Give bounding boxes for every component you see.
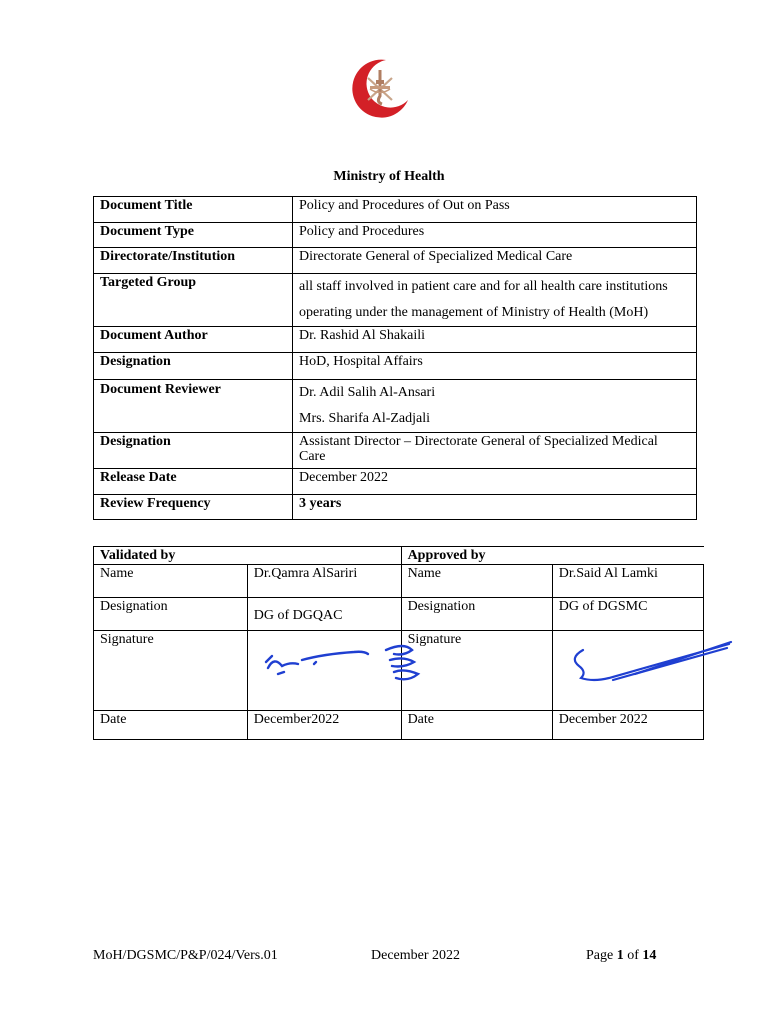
validator-date: December2022 <box>247 711 401 740</box>
approved-by-header: Approved by <box>401 547 703 565</box>
reviewer-designation-line: Care <box>299 449 326 464</box>
name-label: Name <box>401 565 552 598</box>
footer-doc-code: MoH/DGSMC/P&P/024/Vers.01 <box>93 948 278 963</box>
table-row <box>94 547 704 565</box>
table-row <box>94 631 704 711</box>
reviewer-designation-value <box>293 433 697 469</box>
approver-signature <box>552 631 703 711</box>
approver-date: December 2022 <box>552 711 703 740</box>
validated-by-header: Validated by <box>94 547 402 565</box>
designation-label: Designation <box>94 598 248 631</box>
name-label: Name <box>94 565 248 598</box>
targeted-group-value <box>293 274 697 327</box>
table-row <box>94 327 697 353</box>
author-value: Dr. Rashid Al Shakaili <box>293 327 697 353</box>
document-info-table <box>93 196 697 520</box>
field-label: Targeted Group <box>94 274 293 327</box>
ministry-title: Ministry of Health <box>333 169 445 184</box>
author-designation-value: HoD, Hospital Affairs <box>293 353 697 380</box>
release-date-value: December 2022 <box>293 469 697 495</box>
reviewer-line: Dr. Adil Salih Al-Ansari <box>299 385 436 400</box>
approver-name: Dr.Said Al Lamki <box>552 565 703 598</box>
field-label: Document Type <box>94 223 293 248</box>
table-row <box>94 469 697 495</box>
field-label: Review Frequency <box>94 495 293 520</box>
validator-designation-text: DG of DGQAC <box>253 608 343 623</box>
signature-label: Signature <box>94 631 248 711</box>
field-label: Release Date <box>94 469 293 495</box>
date-label: Date <box>401 711 552 740</box>
review-frequency-value: 3 years <box>293 495 697 520</box>
validator-signature <box>247 631 401 711</box>
signature-label: Signature <box>401 631 552 711</box>
page-prefix: Page <box>586 948 617 963</box>
validator-designation <box>247 598 401 631</box>
oman-moh-crescent-emblem-icon <box>346 56 412 118</box>
field-label: Directorate/Institution <box>94 248 293 274</box>
footer-page-number <box>586 948 656 964</box>
table-row <box>94 197 697 223</box>
table-row <box>94 248 697 274</box>
table-row <box>94 223 697 248</box>
directorate-value: Directorate General of Specialized Medical Care <box>293 248 697 274</box>
approver-designation: DG of DGSMC <box>552 598 703 631</box>
field-label: Document Title <box>94 197 293 223</box>
footer-date: December 2022 <box>371 948 461 963</box>
table-row <box>94 565 704 598</box>
table-row <box>94 711 704 740</box>
document-title-value: Policy and Procedures of Out on Pass <box>293 197 697 223</box>
table-row <box>94 274 697 327</box>
field-label: Designation <box>94 433 293 469</box>
field-label: Document Author <box>94 327 293 353</box>
page-of: of <box>623 948 643 963</box>
designation-label: Designation <box>401 598 552 631</box>
targeted-group-line: operating under the management of Ministry of Health (MoH) <box>299 305 649 320</box>
page-current: 1 <box>616 948 624 963</box>
approver-signature-image <box>559 632 739 692</box>
field-label: Designation <box>94 353 293 380</box>
date-label: Date <box>94 711 248 740</box>
table-row <box>94 495 697 520</box>
table-row <box>94 353 697 380</box>
reviewer-value <box>293 380 697 433</box>
signoff-table <box>93 546 704 740</box>
table-row <box>94 598 704 631</box>
document-type-value: Policy and Procedures <box>293 223 697 248</box>
field-label: Document Reviewer <box>94 380 293 433</box>
reviewer-designation-line: Assistant Director – Directorate General of Specialized Medical <box>299 434 658 449</box>
targeted-group-line: all staff involved in patient care and for all health care institutions <box>299 279 668 294</box>
table-row <box>94 433 697 469</box>
table-row <box>94 380 697 433</box>
page-total: 14 <box>642 948 657 963</box>
moh-logo <box>346 56 412 118</box>
validator-name: Dr.Qamra AlSariri <box>247 565 401 598</box>
reviewer-line: Mrs. Sharifa Al-Zadjali <box>299 411 431 426</box>
